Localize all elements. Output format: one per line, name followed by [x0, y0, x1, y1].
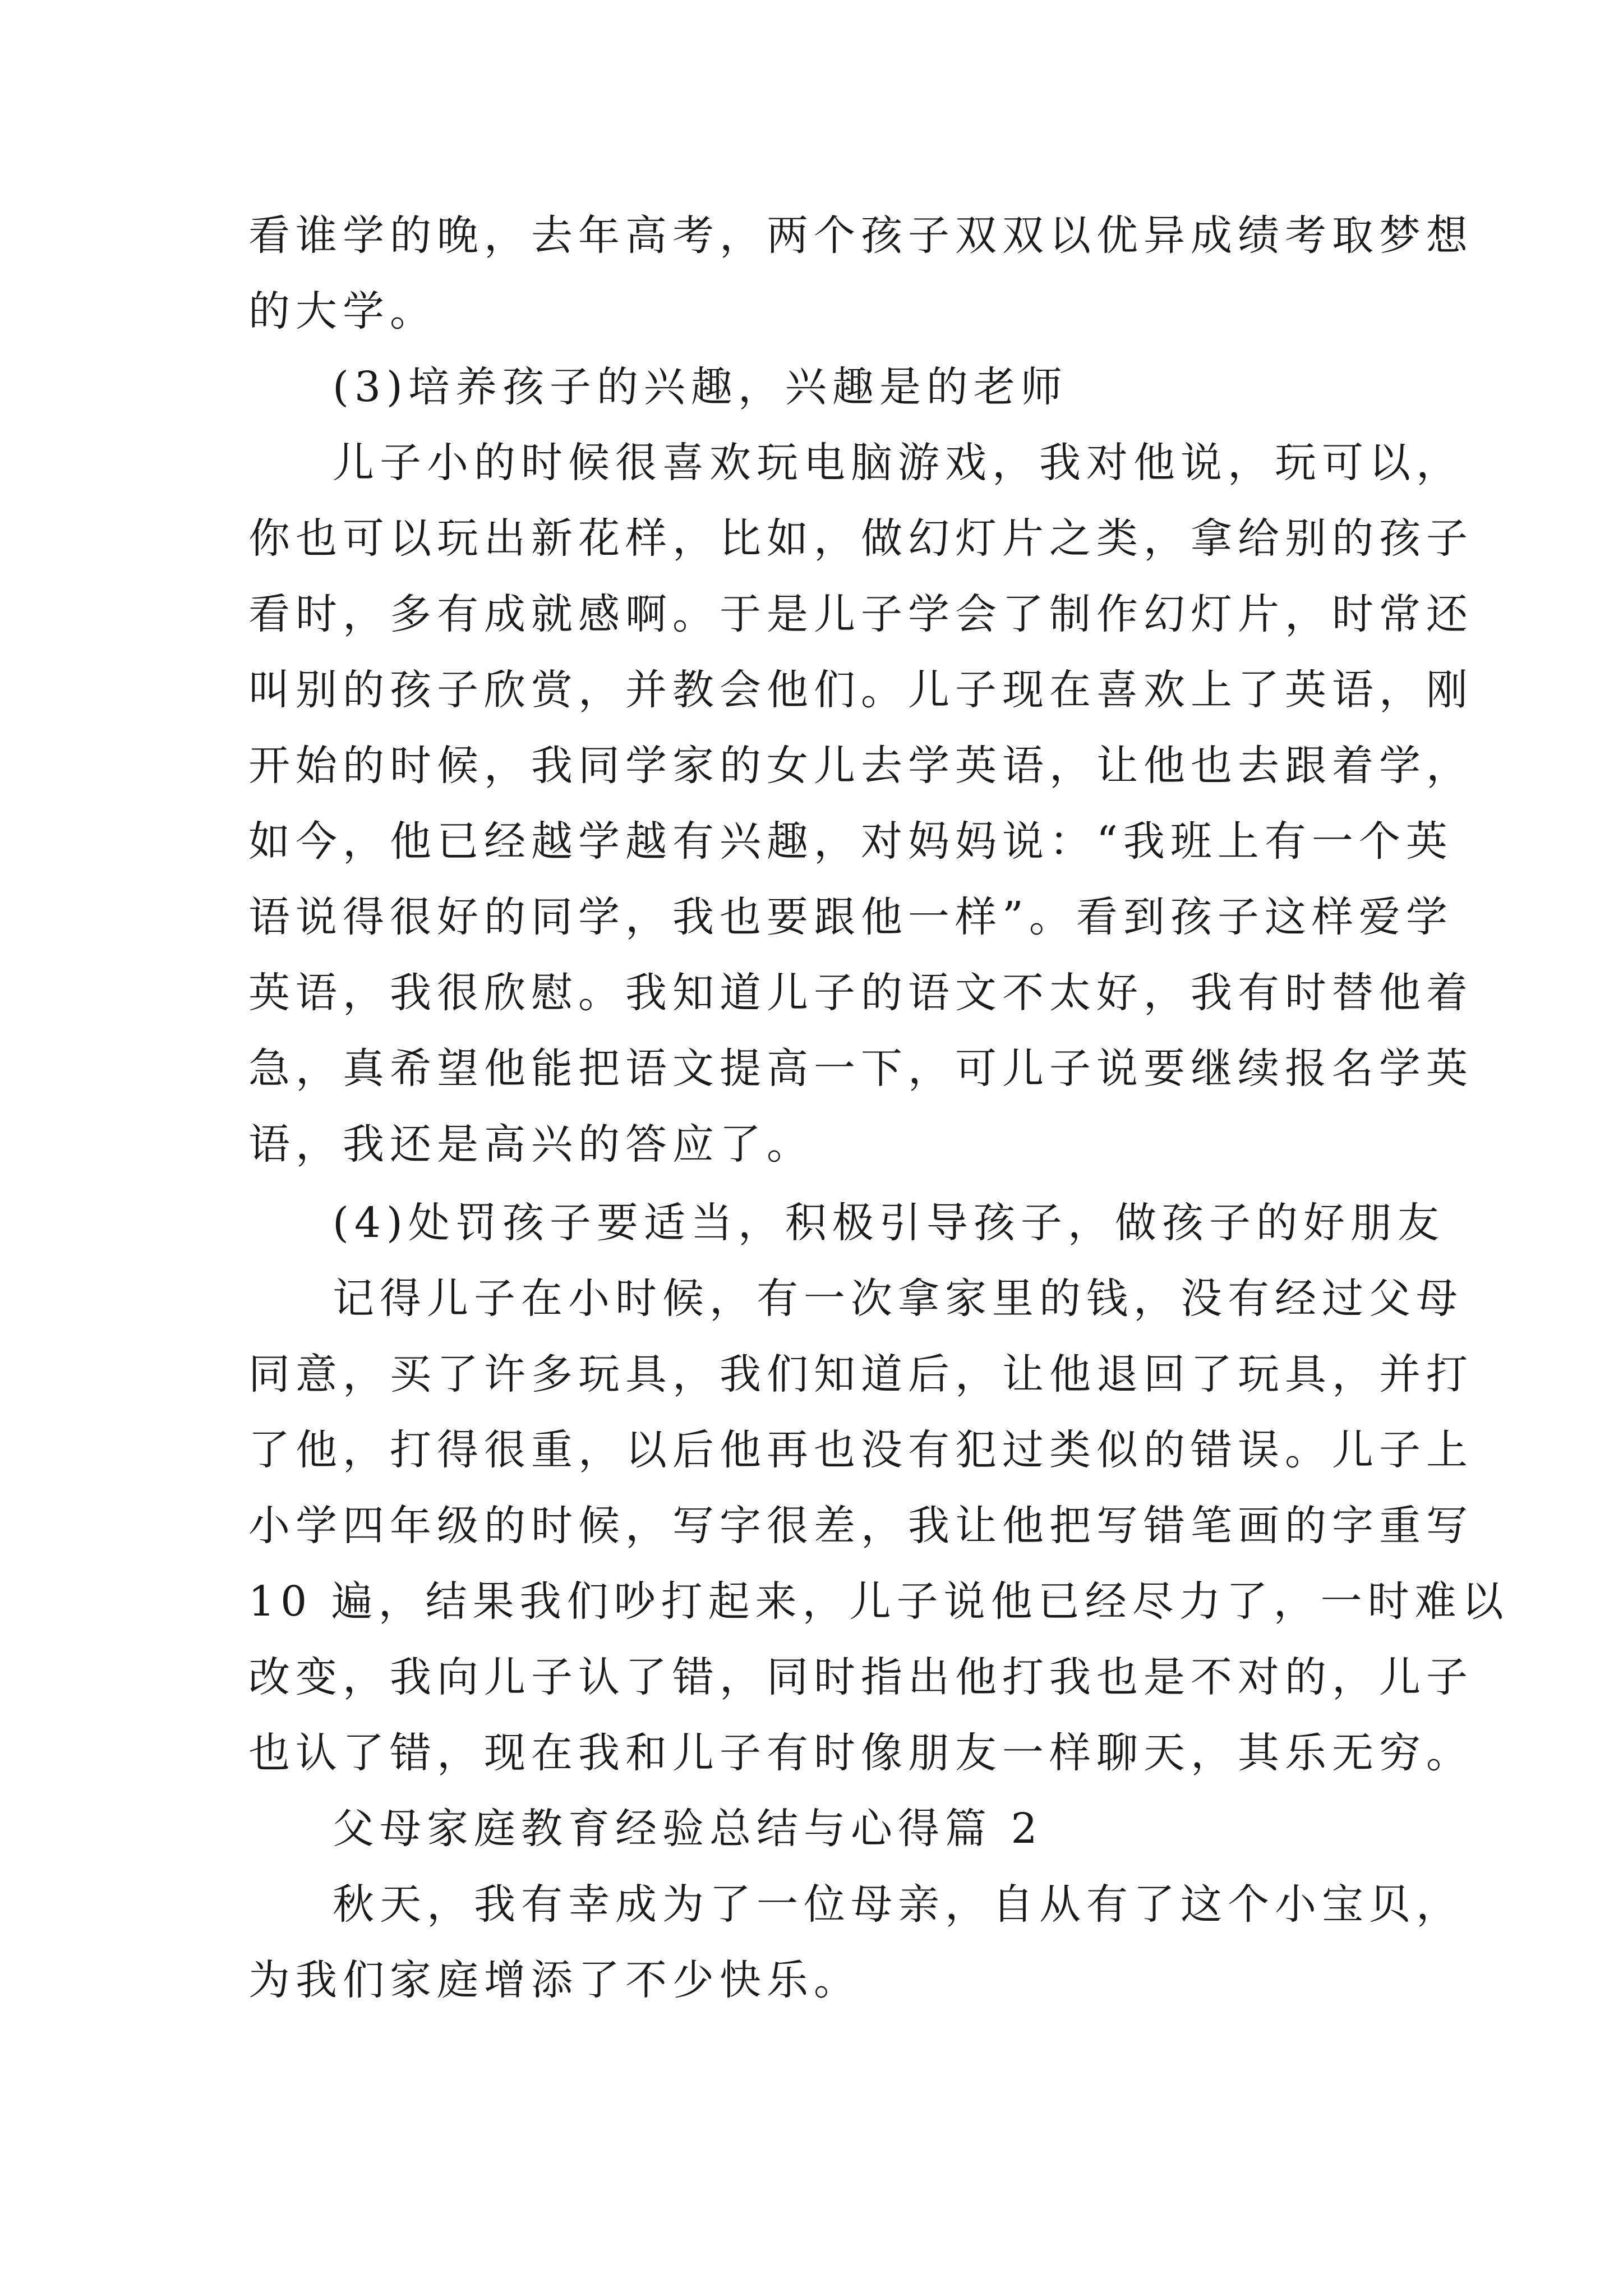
text-line: 叫别的孩子欣赏，并教会他们。儿子现在喜欢上了英语，刚	[248, 666, 1473, 714]
text-line: 开始的时候，我同学家的女儿去学英语，让他也去跟着学，	[248, 742, 1473, 790]
text-line: 也认了错，现在我和儿子有时像朋友一样聊天，其乐无穷。	[248, 1729, 1473, 1777]
text-line: 小学四年级的时候，写字很差，我让他把写错笔画的字重写	[248, 1502, 1473, 1550]
text-line: 如今，他已经越学越有兴趣，对妈妈说：“我班上有一个英	[248, 817, 1453, 866]
text-line: 同意，买了许多玩具，我们知道后，让他退回了玩具，并打	[248, 1350, 1473, 1398]
text-line: 10 遍，结果我们吵打起来，儿子说他已经尽力了，一时难以	[248, 1577, 1509, 1626]
text-line: 语，我还是高兴的答应了。	[248, 1120, 814, 1168]
section-heading: (3)培养孩子的兴趣，兴趣是的老师	[333, 363, 1068, 411]
text-line: 看谁学的晚，去年高考，两个孩子双双以优异成绩考取梦想	[248, 211, 1473, 260]
text-line: 了他，打得很重，以后他再也没有犯过类似的错误。儿子上	[248, 1426, 1473, 1474]
text-line: 你也可以玩出新花样，比如，做幻灯片之类，拿给别的孩子	[248, 514, 1473, 563]
text-line: 英语，我很欣慰。我知道儿子的语文不太好，我有时替他着	[248, 969, 1473, 1017]
text-line: 看时，多有成就感啊。于是儿子学会了制作幻灯片，时常还	[248, 590, 1473, 638]
text-line: 的大学。	[248, 287, 437, 335]
text-line: 为我们家庭增添了不少快乐。	[248, 1956, 861, 2004]
text-line: 急，真希望他能把语文提高一下，可儿子说要继续报名学英	[248, 1045, 1473, 1093]
text-line: 儿子小的时候很喜欢玩电脑游戏，我对他说，玩可以，	[333, 439, 1463, 487]
text-line: 记得儿子在小时候，有一次拿家里的钱，没有经过父母	[333, 1274, 1463, 1323]
text-line: 语说得很好的同学，我也要跟他一样”。看到孩子这样爱学	[248, 893, 1453, 941]
section-heading: (4)处罚孩子要适当，积极引导孩子，做孩子的好朋友	[333, 1199, 1445, 1247]
text-line: 秋天，我有幸成为了一位母亲，自从有了这个小宝贝，	[333, 1880, 1463, 1929]
article-title: 父母家庭教育经验总结与心得篇 2	[333, 1805, 1043, 1853]
text-line: 改变，我向儿子认了错，同时指出他打我也是不对的，儿子	[248, 1653, 1473, 1701]
